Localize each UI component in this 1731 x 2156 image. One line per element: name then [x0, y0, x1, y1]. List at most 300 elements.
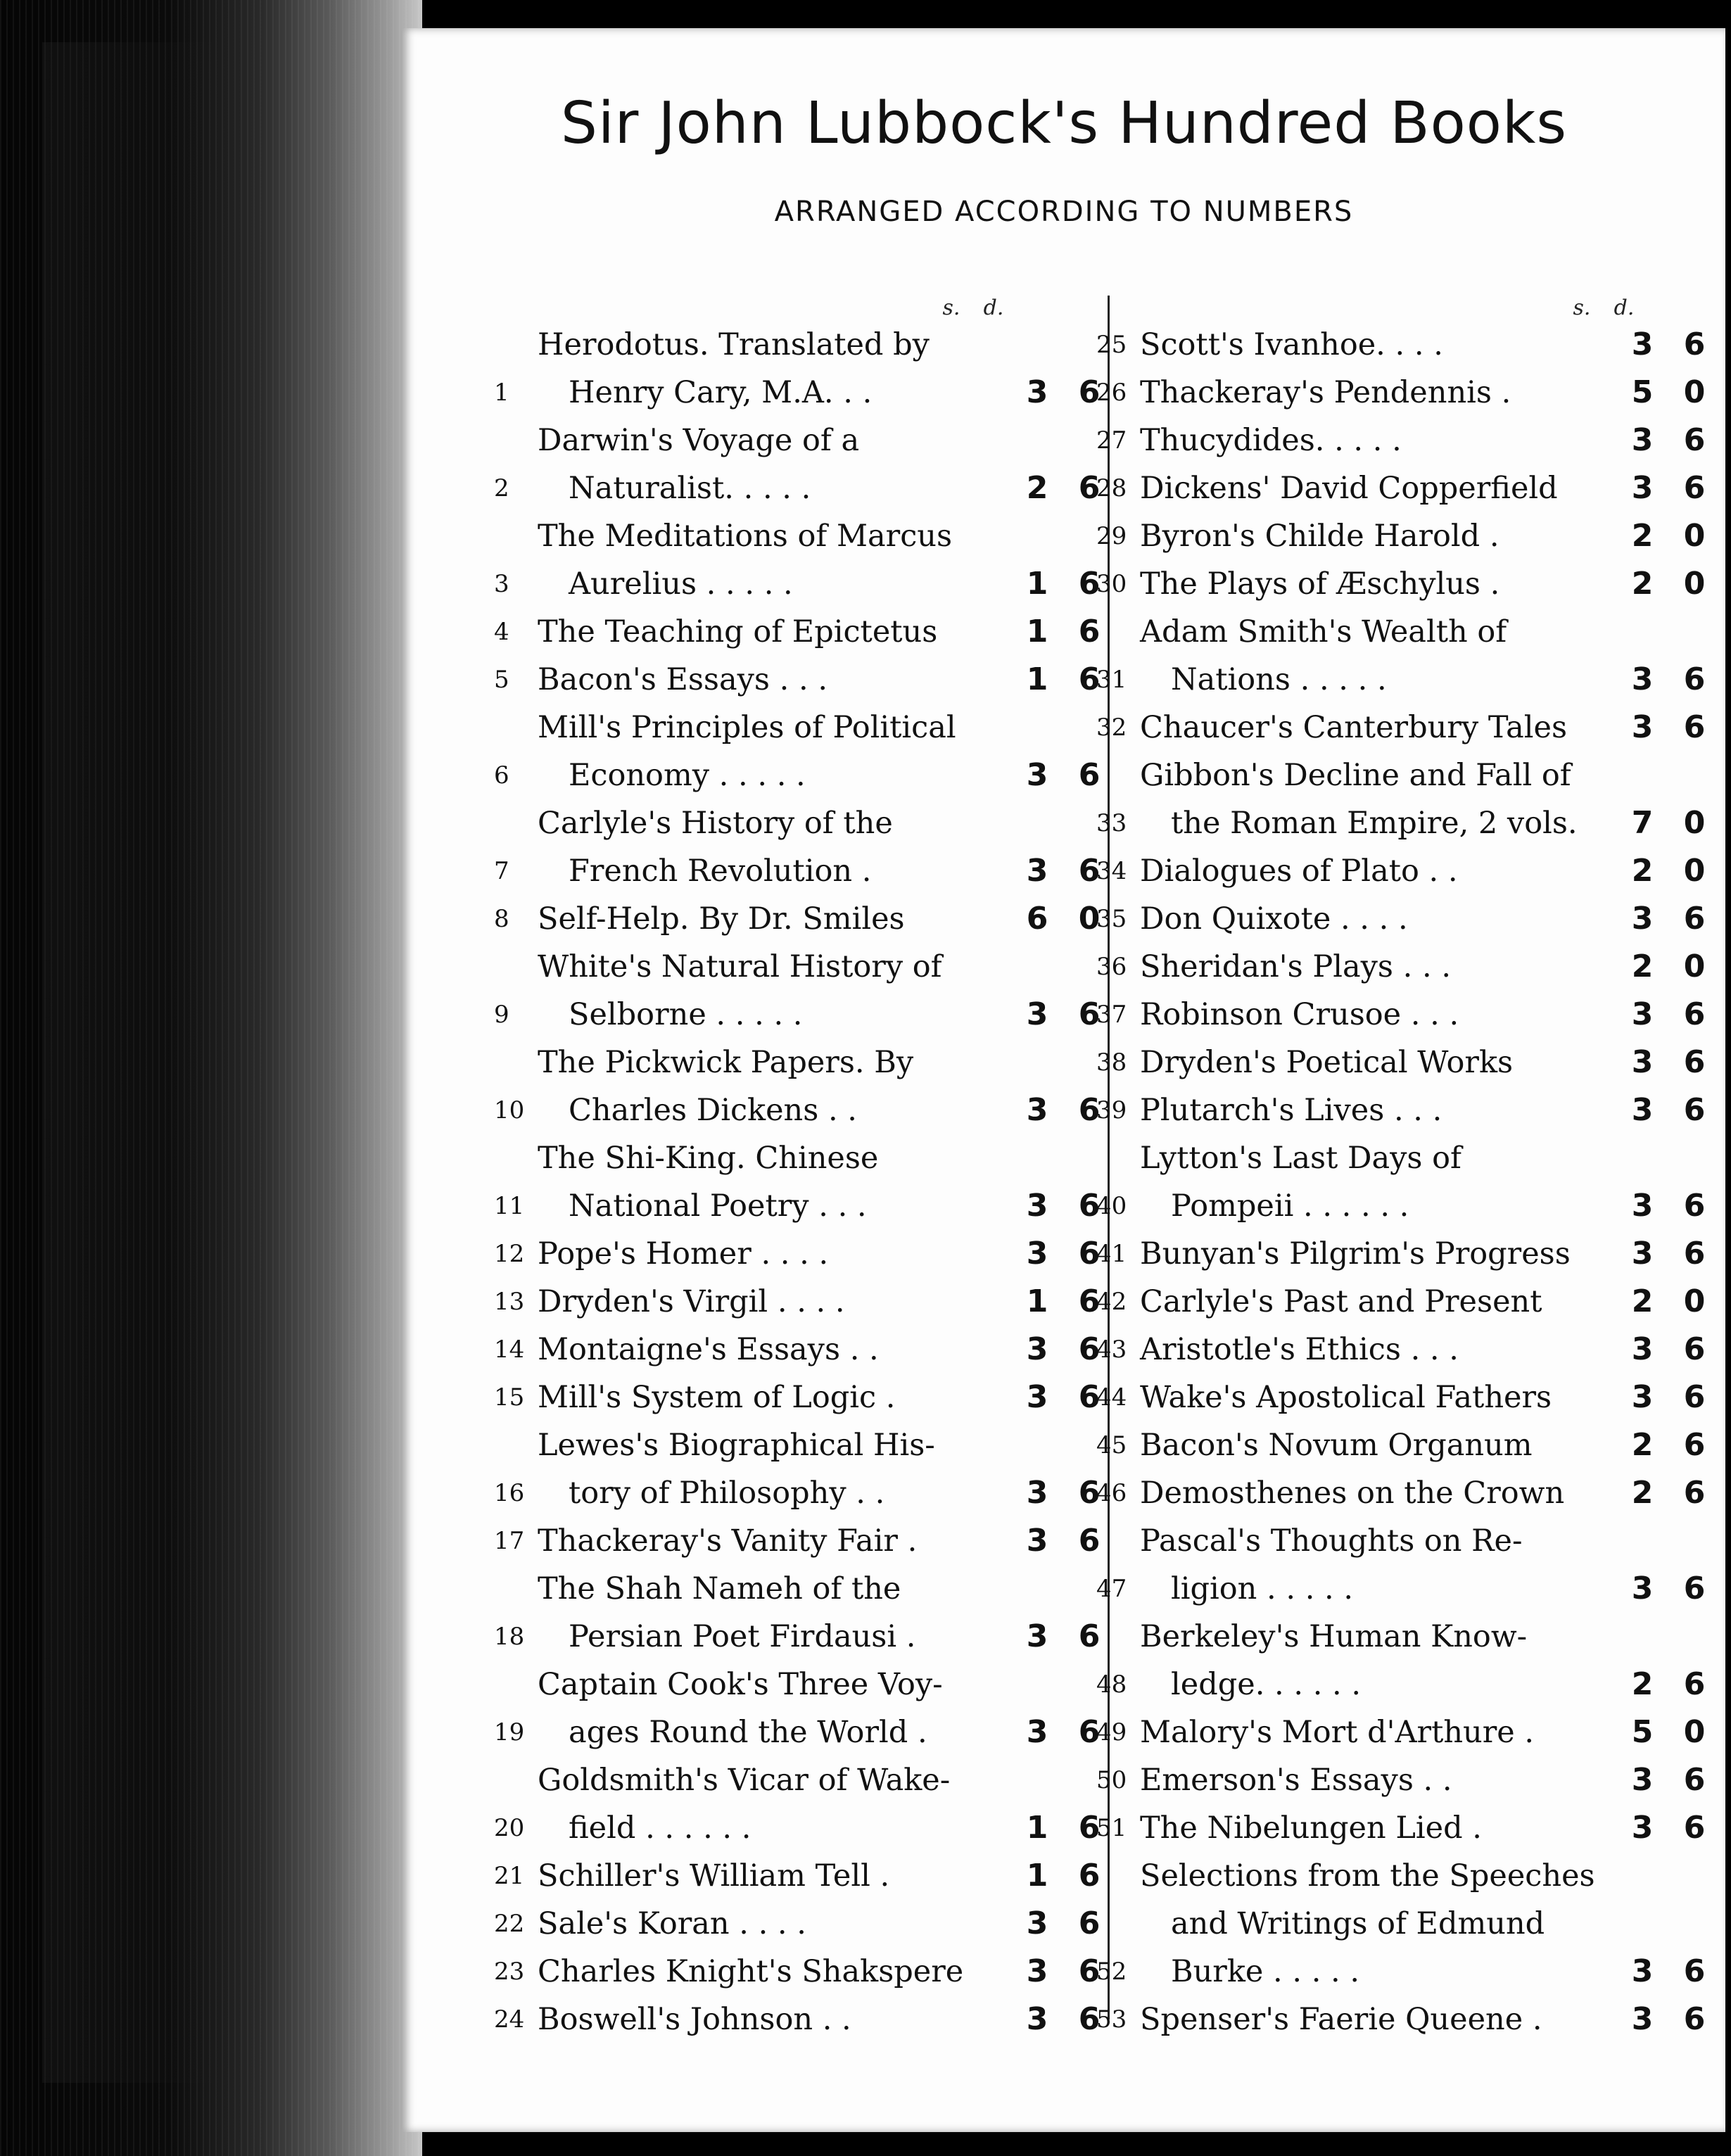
price-pence: 6 [1078, 374, 1101, 410]
entry-title [1140, 1039, 1616, 1086]
entry-number: 3 [494, 570, 509, 598]
book-entry [494, 1517, 1113, 1565]
entry-number: 1 [494, 379, 509, 407]
entry-title-line: The Shi-King. Chinese [538, 1141, 879, 1176]
price-pence: 6 [1078, 757, 1101, 793]
book-entry [494, 943, 1113, 1039]
entry-number: 24 [494, 2005, 525, 2034]
price-shillings: 2 [1631, 1666, 1654, 1702]
entry-title [538, 1756, 1010, 1852]
entry-number: 42 [1096, 1288, 1127, 1316]
entry-title [1140, 1996, 1616, 2043]
price-pence: 6 [1683, 326, 1706, 362]
price-pence: 6 [1683, 996, 1706, 1032]
entry-price [1616, 1326, 1718, 1374]
entry-number: 9 [494, 1001, 509, 1029]
price-shillings: 3 [1631, 1953, 1654, 1989]
entry-title [1140, 1421, 1616, 1469]
entry-price [1616, 1804, 1718, 1852]
entry-number: 25 [1096, 331, 1127, 359]
entry-price [1616, 1565, 1718, 1613]
shillings-label: s. [942, 296, 960, 320]
entry-title-line: Lewes's Biographical His- [538, 1428, 935, 1463]
entry-title-line: Persian Poet Firdausi . [569, 1619, 916, 1654]
entry-title-line: Captain Cook's Three Voy- [538, 1667, 943, 1702]
entry-number: 7 [494, 857, 509, 885]
entry-title [538, 1852, 1010, 1900]
entry-title [538, 417, 1010, 512]
price-shillings: 2 [1631, 1475, 1654, 1511]
book-entry [494, 1565, 1113, 1661]
spine-shadow [42, 42, 225, 2083]
entry-title [1140, 1852, 1616, 1996]
entry-title-line: Bunyan's Pilgrim's Progress [1140, 1236, 1571, 1272]
book-entry [1096, 1517, 1718, 1613]
price-shillings: 5 [1631, 374, 1654, 410]
entry-number: 16 [494, 1479, 525, 1507]
entry-title-line: Burke . . . . . [1171, 1954, 1360, 1989]
price-pence: 6 [1683, 1331, 1706, 1367]
entry-number: 38 [1096, 1048, 1127, 1077]
price-pence: 6 [1683, 709, 1706, 745]
entry-title-line: Don Quixote . . . . [1140, 901, 1408, 937]
entry-price [1616, 943, 1718, 991]
entry-number: 52 [1096, 1958, 1127, 1986]
entry-price [1616, 1421, 1718, 1469]
entry-title-line: Pope's Homer . . . . [538, 1236, 829, 1272]
price-pence: 6 [1683, 1188, 1706, 1224]
book-entry [494, 1039, 1113, 1134]
entry-price [1616, 1996, 1718, 2043]
price-shillings: 3 [1631, 1571, 1654, 1606]
price-shillings: 2 [1631, 1427, 1654, 1463]
entry-number: 10 [494, 1096, 525, 1124]
entry-number: 17 [494, 1527, 525, 1555]
book-entry [494, 1948, 1113, 1996]
price-pence: 6 [1683, 1379, 1706, 1415]
entry-price [1616, 991, 1718, 1039]
entry-title-line: Chaucer's Canterbury Tales [1140, 710, 1568, 745]
entry-title-line: The Nibelungen Lied . [1140, 1811, 1482, 1846]
price-shillings: 3 [1631, 661, 1654, 697]
entry-number: 48 [1096, 1670, 1127, 1699]
book-entry [1096, 1613, 1718, 1708]
entry-title-line: Thackeray's Pendennis . [1140, 375, 1511, 410]
entry-title-line: Lytton's Last Days of [1140, 1141, 1461, 1176]
price-shillings: 1 [1026, 1858, 1048, 1894]
book-entry [1096, 417, 1718, 464]
price-shillings: 3 [1026, 1523, 1048, 1559]
price-pence: 6 [1683, 1427, 1706, 1463]
book-entry [1096, 943, 1718, 991]
book-entry [1096, 1756, 1718, 1804]
price-pence: 6 [1078, 1810, 1101, 1846]
pence-label: d. [1613, 296, 1635, 320]
price-shillings: 3 [1026, 853, 1048, 889]
book-entry [494, 1134, 1113, 1230]
price-shillings: 3 [1026, 757, 1048, 793]
price-shillings: 2 [1631, 566, 1654, 602]
price-shillings: 3 [1631, 470, 1654, 506]
entry-number: 49 [1096, 1718, 1127, 1746]
entry-number: 32 [1096, 714, 1127, 742]
entry-number: 46 [1096, 1479, 1127, 1507]
price-shillings: 1 [1026, 1810, 1048, 1846]
price-pence: 6 [1078, 1283, 1101, 1319]
book-entry [494, 1326, 1113, 1374]
entry-title-line: and Writings of Edmund [1171, 1906, 1545, 1941]
entry-number: 29 [1096, 522, 1127, 550]
book-entry [494, 1852, 1113, 1900]
book-entry [494, 608, 1113, 656]
entry-number: 23 [494, 1958, 525, 1986]
book-entry [1096, 1996, 1718, 2043]
book-entry [1096, 1708, 1718, 1756]
price-pence: 6 [1078, 1523, 1101, 1559]
price-shillings: 3 [1631, 1188, 1654, 1224]
price-shillings: 3 [1026, 1092, 1048, 1128]
book-entry [494, 1278, 1113, 1326]
entry-title [538, 1326, 1010, 1374]
entry-price [1616, 1182, 1718, 1230]
entry-number: 43 [1096, 1336, 1127, 1364]
price-shillings: 3 [1026, 1475, 1048, 1511]
price-pence: 6 [1078, 853, 1101, 889]
entry-price [1616, 321, 1718, 369]
price-pence: 6 [1078, 1475, 1101, 1511]
entry-title [538, 1374, 1010, 1421]
price-shillings: 3 [1026, 374, 1048, 410]
price-pence: 6 [1683, 1953, 1706, 1989]
entry-number: 27 [1096, 426, 1127, 455]
entry-title-line: field . . . . . . [569, 1811, 752, 1846]
price-pence: 6 [1078, 566, 1101, 602]
price-shillings: 3 [1026, 2001, 1048, 2037]
entry-title-line: ligion . . . . . [1171, 1571, 1354, 1606]
entry-title [538, 943, 1010, 1039]
price-pence: 0 [1683, 518, 1706, 554]
entry-number: 15 [494, 1383, 525, 1412]
entry-title-line: Aurelius . . . . . [569, 566, 793, 602]
entry-title [1140, 417, 1616, 464]
entry-price [1616, 560, 1718, 608]
entry-title-line: Dryden's Poetical Works [1140, 1045, 1514, 1080]
entry-price [1616, 1469, 1718, 1517]
price-shillings: 2 [1631, 949, 1654, 984]
book-entry [1096, 1804, 1718, 1852]
price-pence: 6 [1078, 1858, 1101, 1894]
entry-title-line: Pompeii . . . . . . [1171, 1188, 1409, 1224]
entry-number: 50 [1096, 1766, 1127, 1794]
price-pence: 0 [1683, 566, 1706, 602]
entry-title [538, 1039, 1010, 1134]
entry-title [538, 1996, 1010, 2043]
price-pence: 0 [1683, 949, 1706, 984]
entry-number: 21 [494, 1862, 525, 1890]
entry-price [1616, 1039, 1718, 1086]
price-shillings: 7 [1631, 805, 1654, 841]
entry-title-line: tory of Philosophy . . [569, 1476, 885, 1511]
price-shillings: 3 [1026, 1714, 1048, 1750]
entry-number: 14 [494, 1336, 525, 1364]
entry-title [1140, 1708, 1616, 1756]
price-shillings: 3 [1026, 1379, 1048, 1415]
book-entry [494, 1661, 1113, 1756]
entry-title [1140, 1469, 1616, 1517]
price-shillings: 3 [1631, 1762, 1654, 1798]
entry-title-line: Emerson's Essays . . [1140, 1763, 1452, 1798]
entry-number: 35 [1096, 905, 1127, 933]
price-pence: 6 [1078, 1236, 1101, 1272]
entry-title [1140, 1756, 1616, 1804]
entry-title-line: ledge. . . . . . [1171, 1667, 1362, 1702]
entry-title-line: Bacon's Novum Organum [1140, 1428, 1533, 1463]
entry-price [1616, 464, 1718, 512]
book-entry [1096, 704, 1718, 752]
entry-number: 41 [1096, 1240, 1127, 1268]
entry-title [1140, 704, 1616, 752]
entry-title-line: Dryden's Virgil . . . . [538, 1284, 845, 1319]
entry-number: 19 [494, 1718, 525, 1746]
price-shillings: 3 [1026, 1236, 1048, 1272]
entry-title [538, 895, 1010, 943]
entry-title-line: Carlyle's History of the [538, 806, 893, 841]
price-pence: 6 [1683, 1571, 1706, 1606]
price-pence: 0 [1683, 1283, 1706, 1319]
entry-title-line: Bacon's Essays . . . [538, 662, 828, 697]
entry-price [1616, 1086, 1718, 1134]
entry-number: 37 [1096, 1001, 1127, 1029]
entry-number: 13 [494, 1288, 525, 1316]
book-entry [1096, 1086, 1718, 1134]
entry-title-line: Charles Dickens . . [569, 1093, 857, 1128]
price-shillings: 3 [1631, 2001, 1654, 2037]
entry-title-line: The Pickwick Papers. By [538, 1045, 914, 1080]
entry-number: 39 [1096, 1096, 1127, 1124]
book-entry [1096, 608, 1718, 704]
price-shillings: 3 [1631, 1331, 1654, 1367]
price-shillings: 1 [1026, 661, 1048, 697]
price-pence: 6 [1078, 1379, 1101, 1415]
entry-title-line: Selections from the Speeches [1140, 1858, 1595, 1894]
entry-title [538, 799, 1010, 895]
book-entry [494, 512, 1113, 608]
entry-title-line: Boswell's Johnson . . [538, 2002, 851, 2037]
entry-title-line: Pascal's Thoughts on Re- [1140, 1523, 1523, 1559]
entry-title [1140, 1374, 1616, 1421]
book-list-right [1096, 321, 1718, 2043]
entry-price [1616, 704, 1718, 752]
entry-title [1140, 943, 1616, 991]
entry-title [1140, 1804, 1616, 1852]
price-pence: 0 [1683, 805, 1706, 841]
book-entry [1096, 1039, 1718, 1086]
entry-number: 44 [1096, 1383, 1127, 1412]
pence-label: d. [983, 296, 1004, 320]
entry-price [1616, 895, 1718, 943]
price-pence: 0 [1683, 853, 1706, 889]
price-shillings: 3 [1631, 422, 1654, 458]
price-shillings: 3 [1631, 1044, 1654, 1080]
entry-title [538, 1421, 1010, 1517]
book-entry [494, 656, 1113, 704]
entry-title [1140, 1613, 1616, 1708]
entry-number: 34 [1096, 857, 1127, 885]
book-entry [494, 1374, 1113, 1421]
entry-title [538, 1134, 1010, 1230]
book-list-left [494, 321, 1113, 2043]
entry-title-line: Plutarch's Lives . . . [1140, 1093, 1442, 1128]
entry-price [1616, 1374, 1718, 1421]
book-entry [1096, 847, 1718, 895]
entry-title-line: Sale's Koran . . . . [538, 1906, 806, 1941]
book-entry [1096, 464, 1718, 512]
entry-title [538, 1900, 1010, 1948]
entry-title-line: Sheridan's Plays . . . [1140, 949, 1452, 984]
entry-title-line: Robinson Crusoe . . . [1140, 997, 1459, 1032]
entry-title-line: Dialogues of Plato . . [1140, 854, 1458, 889]
price-shillings: 1 [1026, 1283, 1048, 1319]
entry-number: 45 [1096, 1431, 1127, 1459]
book-entry [1096, 1852, 1718, 1996]
entry-title-line: Herodotus. Translated by [538, 327, 930, 362]
price-pence: 6 [1078, 661, 1101, 697]
entry-price [1616, 1708, 1718, 1756]
entry-number: 26 [1096, 379, 1127, 407]
price-pence: 6 [1078, 614, 1101, 649]
price-pence: 6 [1078, 1188, 1101, 1224]
entry-number: 30 [1096, 570, 1127, 598]
book-entry [494, 704, 1113, 799]
entry-title [1140, 321, 1616, 369]
price-pence: 6 [1683, 1236, 1706, 1272]
entry-number: 20 [494, 1814, 525, 1842]
price-shillings: 3 [1026, 1618, 1048, 1654]
entry-number: 5 [494, 666, 509, 694]
entry-title-line: Berkeley's Human Know- [1140, 1619, 1528, 1654]
price-pence: 6 [1078, 1905, 1101, 1941]
entry-title-line: Spenser's Faerie Queene . [1140, 2002, 1542, 2037]
price-pence: 0 [1683, 374, 1706, 410]
entry-title [1140, 1134, 1616, 1230]
price-shillings: 1 [1026, 614, 1048, 649]
page-title: Sir John Lubbock's Hundred Books [560, 90, 1568, 157]
entry-title-line: Darwin's Voyage of a [538, 423, 860, 458]
entry-price [1616, 656, 1718, 704]
entry-price [1616, 417, 1718, 464]
entry-title-line: Charles Knight's Shakspere [538, 1954, 964, 1989]
price-pence: 6 [1683, 1092, 1706, 1128]
book-entry [494, 799, 1113, 895]
entry-title [538, 1230, 1010, 1278]
shillings-label: s. [1573, 296, 1591, 320]
entry-number: 22 [494, 1910, 525, 1938]
entry-price [1616, 847, 1718, 895]
entry-title-line: French Revolution . [569, 854, 872, 889]
entry-number: 6 [494, 761, 509, 790]
right-column [1096, 296, 1718, 2037]
price-pence: 0 [1078, 901, 1101, 937]
entry-title [1140, 1517, 1616, 1613]
entry-number: 31 [1096, 666, 1127, 694]
book-entry [1096, 1326, 1718, 1374]
price-shillings: 3 [1631, 996, 1654, 1032]
price-pence: 6 [1078, 2001, 1101, 2037]
entry-title-line: Aristotle's Ethics . . . [1140, 1332, 1459, 1367]
entry-title [1140, 560, 1616, 608]
price-shillings: 3 [1026, 1331, 1048, 1367]
entry-number: 36 [1096, 953, 1127, 981]
book-entry [1096, 1469, 1718, 1517]
book-entry [1096, 1230, 1718, 1278]
book-entry [1096, 1134, 1718, 1230]
entry-price [1616, 1230, 1718, 1278]
price-shillings: 1 [1026, 566, 1048, 602]
entry-title-line: ages Round the World . [569, 1715, 927, 1750]
price-shillings: 3 [1631, 1092, 1654, 1128]
entry-title [1140, 752, 1616, 847]
price-shillings: 3 [1026, 1188, 1048, 1224]
currency-header [1561, 296, 1666, 320]
entry-title-line: The Plays of Æschylus . [1140, 566, 1500, 602]
entry-title [1140, 1326, 1616, 1374]
entry-title-line: Dickens' David Copperfield [1140, 471, 1558, 506]
entry-title-line: Selborne . . . . . [569, 997, 803, 1032]
price-shillings: 2 [1631, 1283, 1654, 1319]
price-pence: 0 [1683, 1714, 1706, 1750]
entry-number: 11 [494, 1192, 525, 1220]
entry-title [538, 1661, 1010, 1756]
entry-price [1616, 512, 1718, 560]
price-shillings: 5 [1631, 1714, 1654, 1750]
entry-title [1140, 464, 1616, 512]
price-pence: 6 [1078, 1953, 1101, 1989]
currency-header [930, 296, 1036, 320]
book-entry [1096, 1278, 1718, 1326]
entry-title-line: Demosthenes on the Crown [1140, 1476, 1565, 1511]
price-pence: 6 [1078, 1714, 1101, 1750]
entry-title-line: Mill's Principles of Political [538, 710, 956, 745]
price-shillings: 2 [1631, 853, 1654, 889]
entry-title [1140, 895, 1616, 943]
entry-number: 53 [1096, 2005, 1127, 2034]
entry-title [1140, 847, 1616, 895]
page-subtitle: ARRANGED ACCORDING TO NUMBERS [774, 196, 1354, 228]
entry-price [1616, 799, 1718, 847]
entry-title-line: Adam Smith's Wealth of [1140, 614, 1507, 649]
book-entry [494, 1421, 1113, 1517]
entry-number: 2 [494, 474, 509, 502]
entry-title-line: The Teaching of Epictetus [538, 614, 938, 649]
entry-title-line: Byron's Childe Harold . [1140, 519, 1499, 554]
price-pence: 6 [1683, 1044, 1706, 1080]
price-pence: 6 [1683, 1666, 1706, 1702]
book-entry [1096, 752, 1718, 847]
price-pence: 6 [1683, 661, 1706, 697]
price-shillings: 2 [1026, 470, 1048, 506]
entry-title [1140, 608, 1616, 704]
price-shillings: 3 [1631, 1379, 1654, 1415]
price-shillings: 3 [1026, 1953, 1048, 1989]
entry-title-line: The Meditations of Marcus [538, 519, 953, 554]
book-entry [1096, 321, 1718, 369]
entry-title-line: Mill's System of Logic . [538, 1380, 896, 1415]
entry-title [1140, 1278, 1616, 1326]
entry-title-line: White's Natural History of [538, 949, 942, 984]
entry-title [1140, 512, 1616, 560]
entry-title-line: Naturalist. . . . . [569, 471, 811, 506]
entry-title [1140, 991, 1616, 1039]
